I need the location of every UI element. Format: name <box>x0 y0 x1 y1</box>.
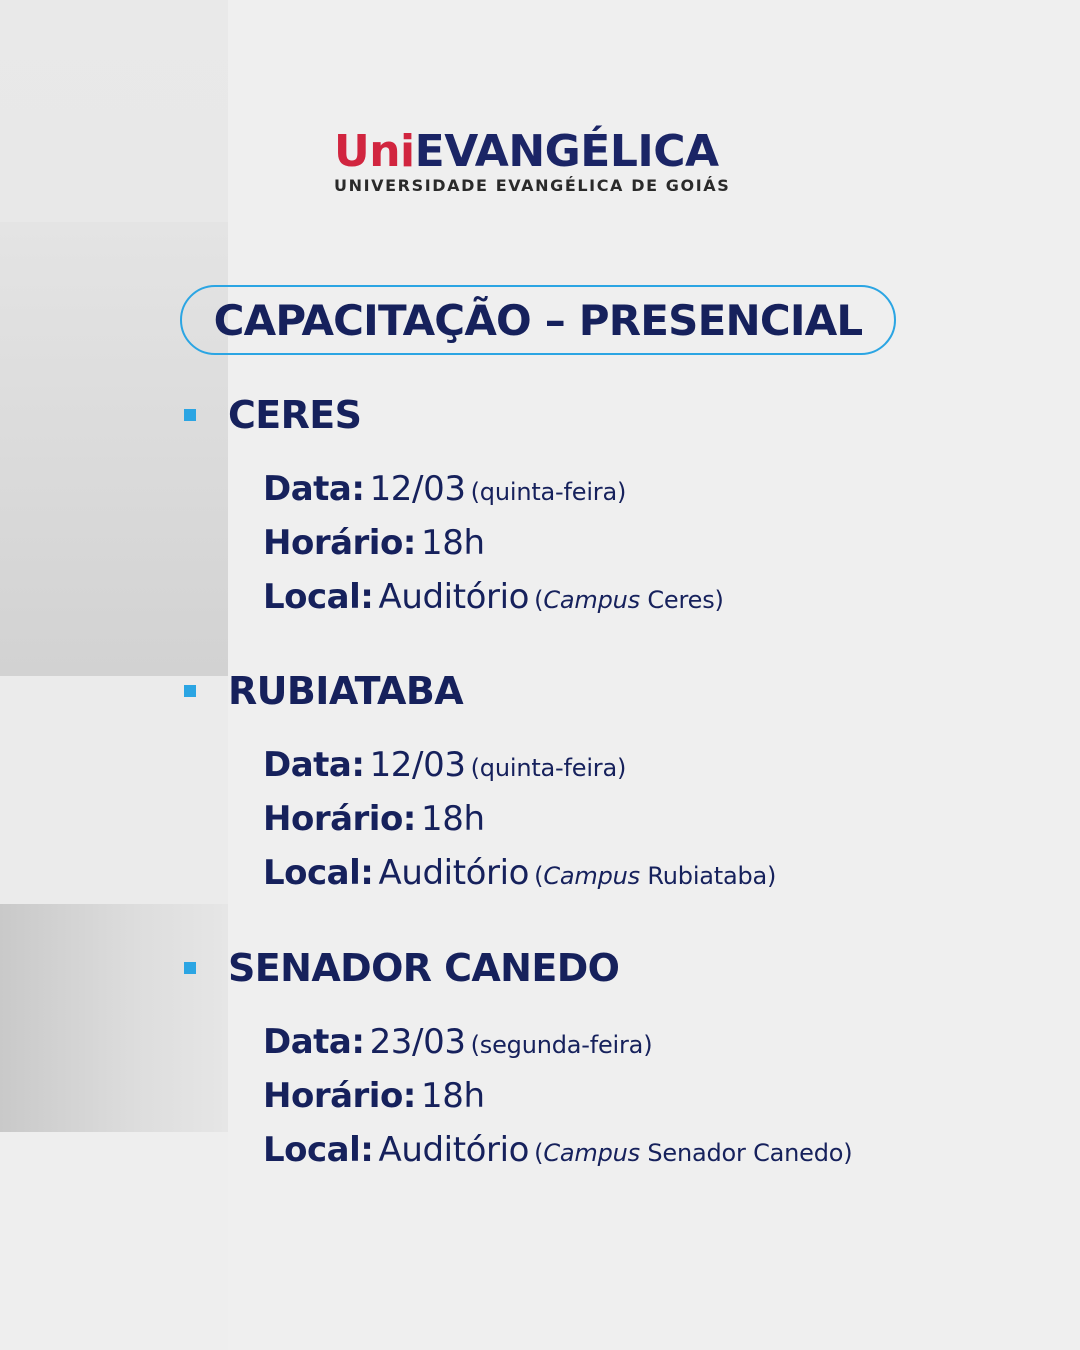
campus-name: Ceres) <box>647 586 724 614</box>
location-label: Local: <box>263 1130 374 1170</box>
date-value: 12/03 <box>369 469 466 509</box>
section-rubiataba <box>184 666 776 900</box>
location-value: Auditório <box>378 1130 530 1170</box>
title-pill <box>180 285 896 355</box>
time-label: Horário: <box>263 1076 416 1116</box>
date-value: 23/03 <box>369 1022 466 1062</box>
bullet-square-icon <box>184 685 196 697</box>
time-row <box>263 1069 852 1123</box>
campus-word: Campus <box>543 1139 640 1167</box>
location-label: Local: <box>263 577 374 617</box>
date-label: Data: <box>263 745 365 785</box>
location-value: Auditório <box>378 577 530 617</box>
campus-note-open: ( <box>534 862 544 890</box>
location-value: Auditório <box>378 853 530 893</box>
time-value: 18h <box>421 799 485 839</box>
location-row <box>263 1123 852 1177</box>
weekday-note: (quinta-feira) <box>470 478 627 506</box>
section-title: CERES <box>228 393 362 437</box>
section-senador-canedo <box>184 943 852 1177</box>
campus-name: Senador Canedo) <box>647 1139 853 1167</box>
weekday-note: (quinta-feira) <box>470 754 627 782</box>
campus-word: Campus <box>543 586 640 614</box>
logo-wordmark <box>334 128 754 176</box>
campus-note-open: ( <box>534 1139 544 1167</box>
location-row <box>263 570 724 624</box>
weekday-note: (segunda-feira) <box>470 1031 653 1059</box>
location-label: Local: <box>263 853 374 893</box>
time-label: Horário: <box>263 799 416 839</box>
time-value: 18h <box>421 1076 485 1116</box>
section-ceres <box>184 390 724 624</box>
bullet-square-icon <box>184 962 196 974</box>
campus-note <box>534 862 776 890</box>
location-row <box>263 846 776 900</box>
logo-uni: Uni <box>334 126 415 177</box>
campus-note <box>534 1139 852 1167</box>
section-details <box>263 462 724 624</box>
section-details <box>263 1015 852 1177</box>
section-title: RUBIATABA <box>228 669 464 713</box>
bullet-square-icon <box>184 409 196 421</box>
date-row <box>263 462 724 516</box>
date-row <box>263 738 776 792</box>
campus-note <box>534 586 724 614</box>
logo-subtitle: UNIVERSIDADE EVANGÉLICA DE GOIÁS <box>334 176 731 195</box>
time-label: Horário: <box>263 523 416 563</box>
time-row <box>263 792 776 846</box>
section-details <box>263 738 776 900</box>
time-row <box>263 516 724 570</box>
section-title: SENADOR CANEDO <box>228 946 620 990</box>
campus-note-open: ( <box>534 586 544 614</box>
campus-name: Rubiataba) <box>647 862 777 890</box>
page-title: CAPACITAÇÃO – PRESENCIAL <box>213 295 863 345</box>
university-logo <box>334 128 754 195</box>
time-value: 18h <box>421 523 485 563</box>
date-label: Data: <box>263 469 365 509</box>
date-value: 12/03 <box>369 745 466 785</box>
date-label: Data: <box>263 1022 365 1062</box>
logo-evangelica: EVANGÉLICA <box>414 126 719 177</box>
campus-word: Campus <box>543 862 640 890</box>
date-row <box>263 1015 852 1069</box>
